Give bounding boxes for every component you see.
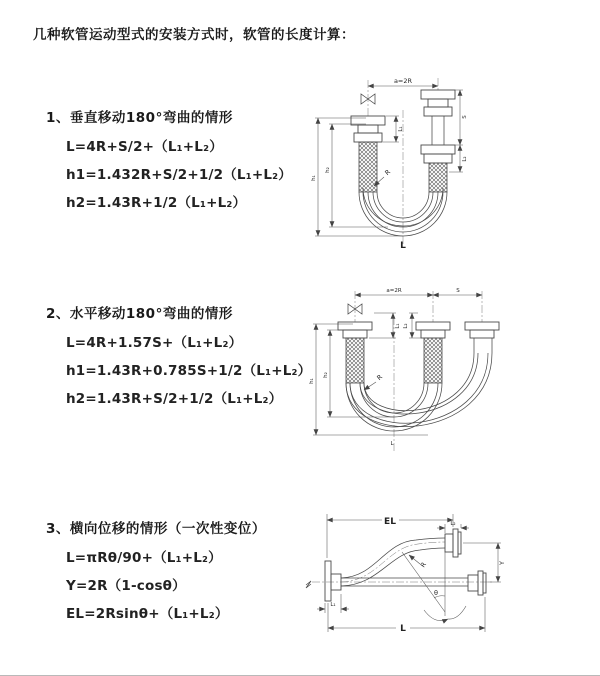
dimension-h1 <box>311 118 403 236</box>
label-h2: h₂ <box>325 167 331 173</box>
dimension-s <box>433 288 482 295</box>
centerline-break-mark <box>306 581 311 588</box>
formula-s2-h2: h2=1.43R+S/2+1/2（L₁+L₂） <box>66 391 283 407</box>
section-1-heading: 1、垂直移动180°弯曲的情形 <box>46 110 233 126</box>
hose-straight <box>341 571 486 595</box>
right-fitting <box>465 322 499 353</box>
right-upper-fitting <box>421 90 455 145</box>
label-r: R <box>375 372 385 382</box>
diagram-lateral-displacement <box>298 498 600 663</box>
label-h1: h₁ <box>309 378 315 384</box>
diagram-horizontal-180-bend <box>308 283 598 463</box>
formula-s3-L: L=πRθ/90+（L₁+L₂） <box>66 550 222 566</box>
left-flange <box>325 561 341 601</box>
dimension-a2r <box>355 288 433 295</box>
label-el: EL <box>384 517 396 527</box>
dimension-y <box>463 543 506 582</box>
label-length: L <box>400 241 406 251</box>
formula-s3-EL: EL=2Rsinθ+（L₁+L₂） <box>66 606 229 622</box>
label-l1: L₁ <box>398 126 404 132</box>
label-l1: L₁ <box>330 602 336 608</box>
dimension-l1 <box>383 116 404 142</box>
label-a2r: a=2R <box>386 288 402 294</box>
dimension-a2r <box>368 77 438 86</box>
radius-leader <box>364 373 384 390</box>
dimension-length <box>328 597 485 634</box>
label-a2r: a=2R <box>393 77 413 85</box>
hose-s-curve <box>341 538 445 586</box>
right-lower-fitting <box>421 145 455 192</box>
dimension-l2 <box>403 313 421 338</box>
dimension-l1 <box>317 594 349 613</box>
label-y: Y <box>498 561 506 565</box>
section-3-heading: 3、横向位移的情形（一次性变位） <box>46 521 266 537</box>
formula-s2-L: L=4R+1.57S+（L₁+L₂） <box>66 335 243 351</box>
radius-leader <box>409 555 428 569</box>
centerlines <box>368 78 438 244</box>
middle-fitting <box>416 322 450 383</box>
upper-right-flange <box>445 529 461 557</box>
label-l1: L₁ <box>395 323 401 329</box>
label-length: L <box>400 624 406 634</box>
label-s: S <box>462 115 468 119</box>
label-s: S <box>456 288 460 294</box>
label-h1: h₁ <box>311 175 317 181</box>
formula-s1-L: L=4R+S/2+（L₁+L₂） <box>66 139 223 155</box>
label-r: R <box>418 560 428 570</box>
section-2-heading: 2、水平移动180°弯曲的情形 <box>46 306 233 322</box>
dimension-h2 <box>325 124 388 227</box>
formula-s3-Y: Y=2R（1-cosθ） <box>66 578 186 594</box>
hose-u-bend-moved <box>346 353 492 427</box>
label-r: R <box>383 167 393 177</box>
left-fitting <box>338 322 372 383</box>
formula-s1-h1: h1=1.432R+S/2+1/2（L₁+L₂） <box>66 167 292 183</box>
label-h2: h₂ <box>323 372 329 378</box>
label-l2: L₂ <box>403 323 409 329</box>
formula-s2-h1: h1=1.43R+0.785S+1/2（L₁+L₂） <box>66 363 312 379</box>
page-title: 几种软管运动型式的安装方式时，软管的长度计算： <box>33 27 355 43</box>
dimension-el <box>327 514 456 558</box>
label-theta: θ <box>434 589 438 597</box>
dimension-l1 <box>369 313 401 338</box>
label-l2: L₂ <box>450 521 456 527</box>
diagram-vertical-180-bend <box>308 70 598 255</box>
label-l2: L₂ <box>462 156 468 162</box>
label-length: L <box>390 441 394 447</box>
dimension-l2 <box>460 145 468 172</box>
formula-s1-h2: h2=1.43R+1/2（L₁+L₂） <box>66 195 247 211</box>
